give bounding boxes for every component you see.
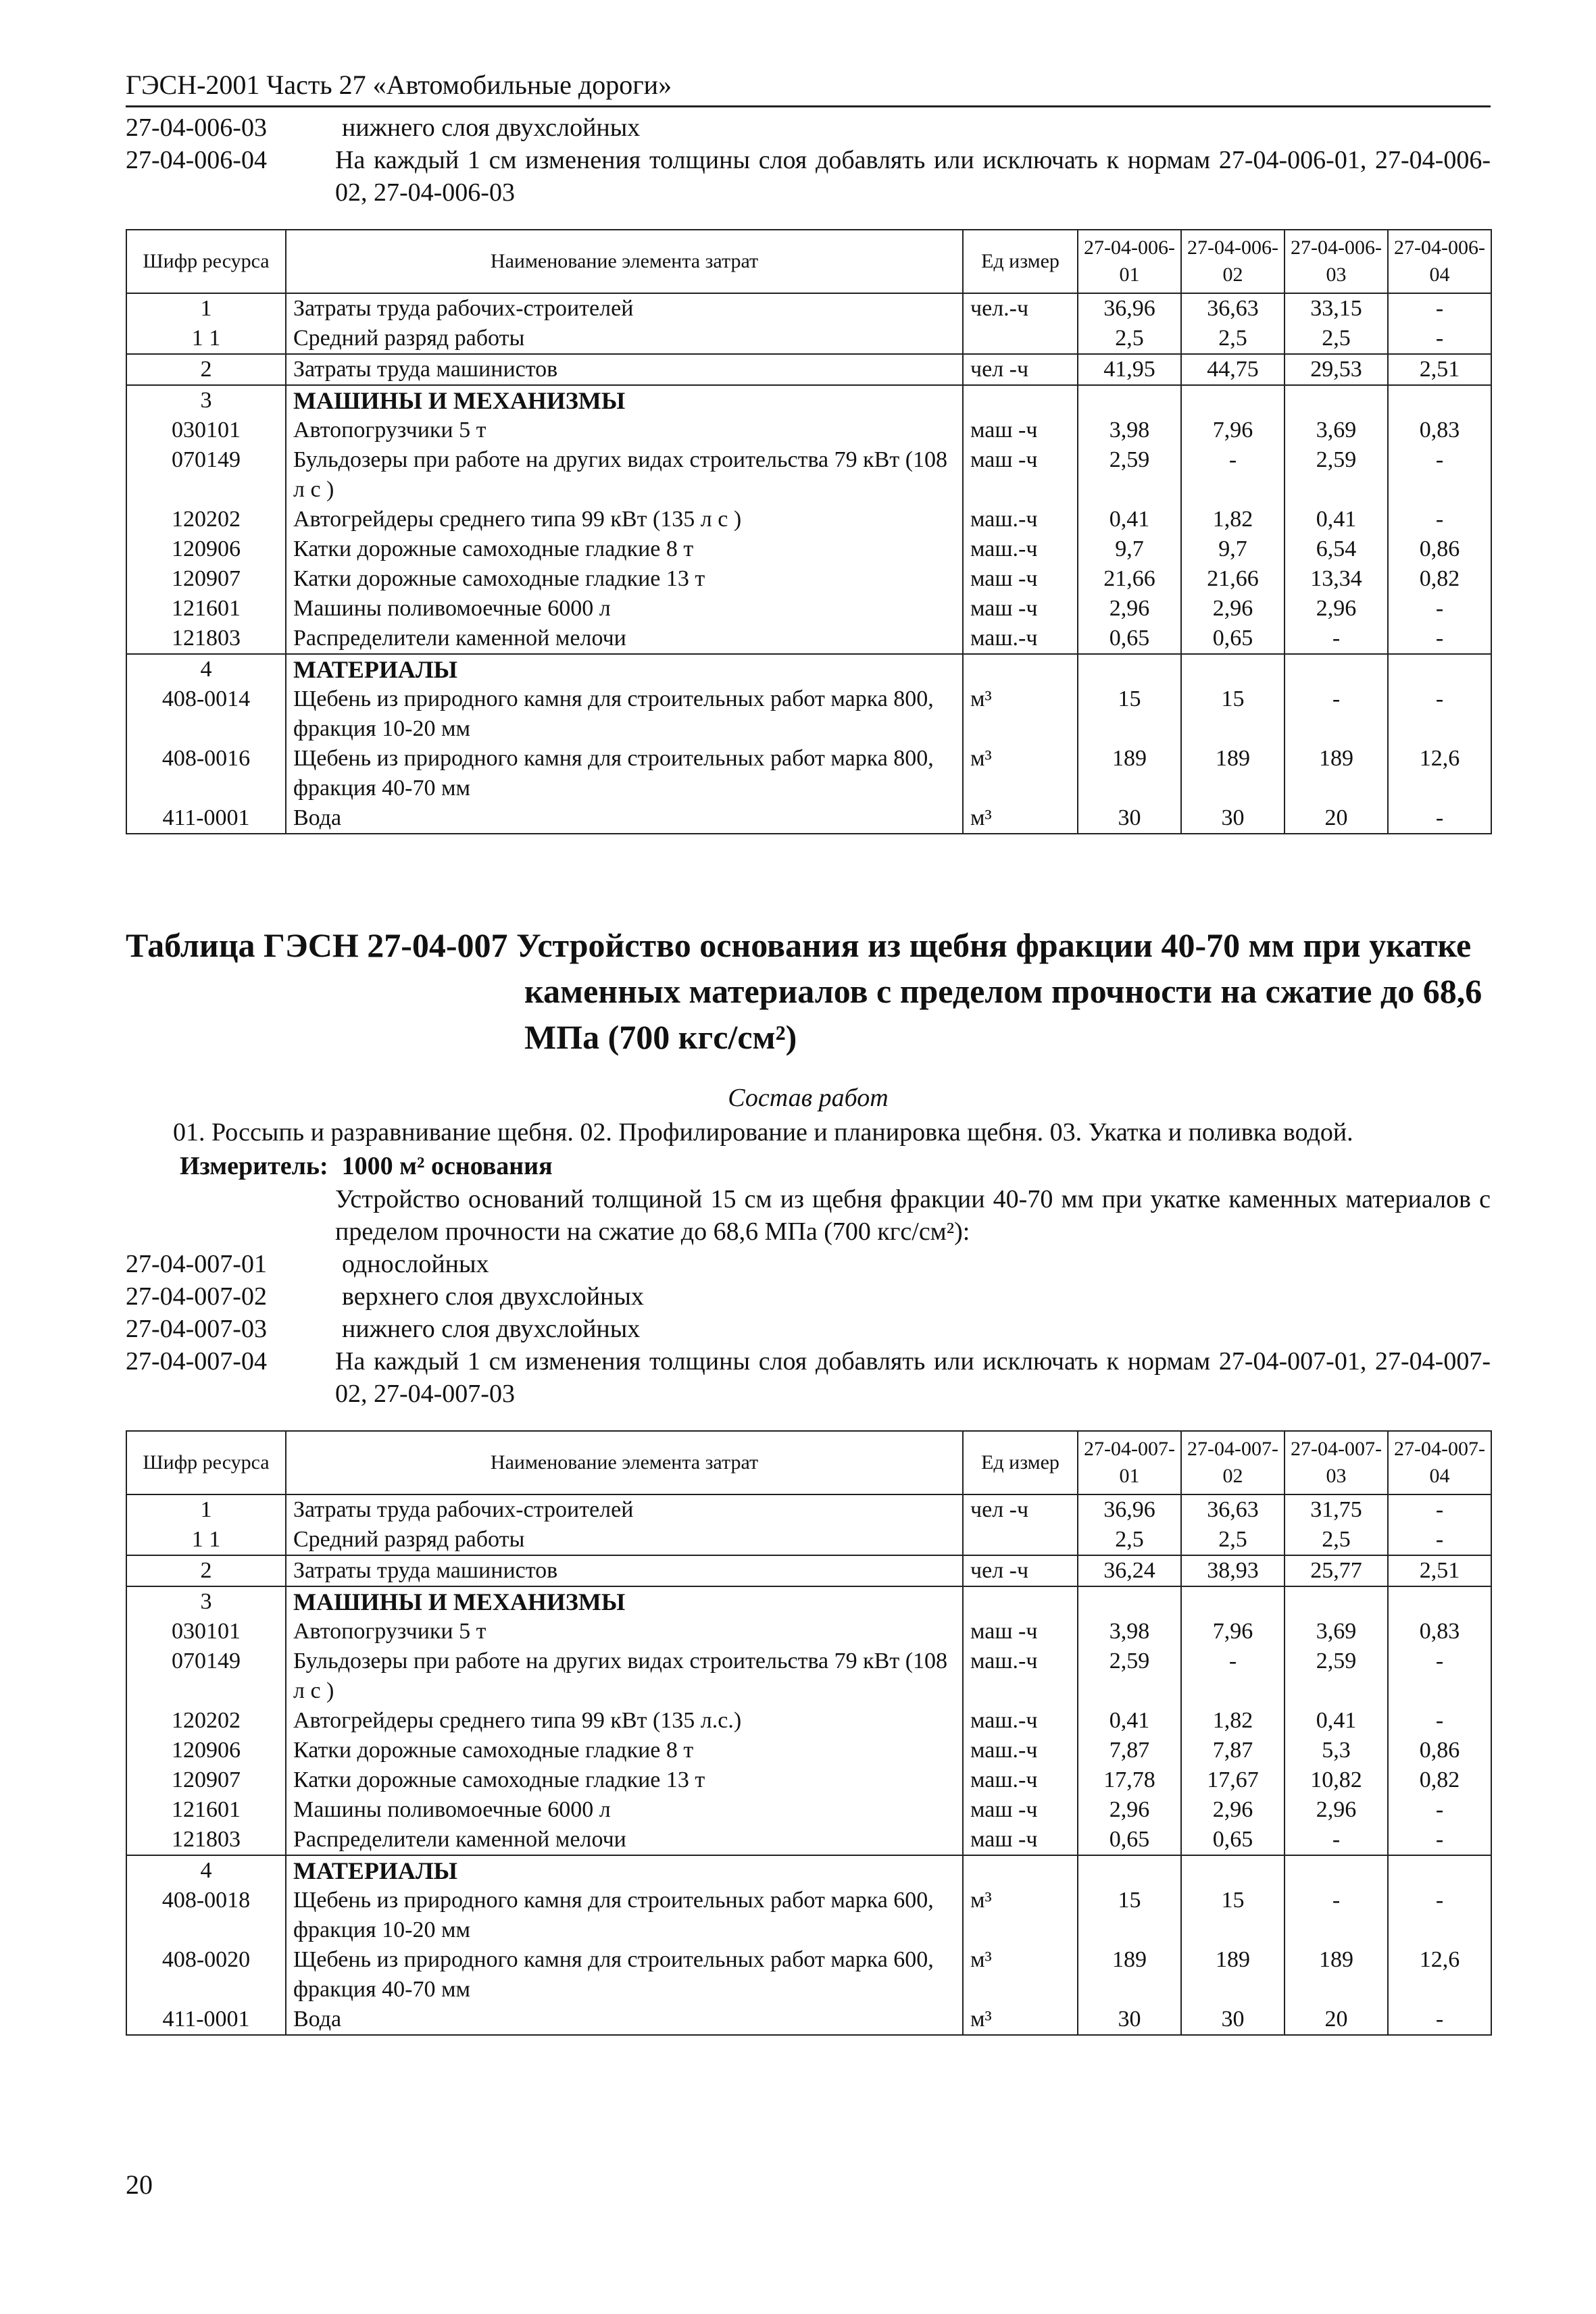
code: 27-04-007-02	[126, 1282, 267, 1311]
code-text: нижнего слоя двухслойных	[342, 1315, 641, 1343]
resource-name: Катки дорожные самоходные гладкие 8 т	[286, 534, 963, 564]
resource-unit: маш -ч	[963, 1795, 1078, 1825]
table-row	[126, 505, 1491, 534]
resource-unit	[963, 1525, 1078, 1555]
resource-name: МАТЕРИАЛЫ	[286, 654, 963, 684]
table-row	[126, 1825, 1491, 1855]
code: 27-04-006-04	[126, 146, 267, 174]
resource-code: 3	[126, 1586, 286, 1617]
norm-value: 0,41	[1285, 505, 1388, 534]
norm-value: 29,53	[1285, 354, 1388, 385]
resource-code: 120907	[126, 564, 286, 594]
table-row	[126, 1795, 1491, 1825]
norm-value: 15	[1078, 684, 1181, 744]
resource-code: 121601	[126, 1795, 286, 1825]
norm-value: 21,66	[1078, 564, 1181, 594]
resource-unit: м³	[963, 2005, 1078, 2035]
norm-value: 25,77	[1285, 1555, 1388, 1586]
norm-value: 2,96	[1181, 1795, 1285, 1825]
header-unit: Ед измер	[963, 1431, 1078, 1494]
table-row	[126, 654, 1491, 684]
resource-name: Щебень из природного камня для строительных работ марка 600, фракция 40-70 мм	[286, 1945, 963, 2005]
norm-value: 189	[1181, 744, 1285, 803]
resource-name: Средний разряд работы	[286, 1525, 963, 1555]
table-row	[126, 1586, 1491, 1617]
norm-value: 12,6	[1388, 744, 1491, 803]
header-norm-code: 27-04-006-04	[1388, 230, 1491, 293]
norm-value: 30	[1181, 2005, 1285, 2035]
resource-unit: маш.-ч	[963, 534, 1078, 564]
resource-unit: м³	[963, 1945, 1078, 2005]
norm-value: 0,41	[1078, 505, 1181, 534]
resource-code: 030101	[126, 416, 286, 445]
resource-name: Средний разряд работы	[286, 324, 963, 354]
norm-value: 2,59	[1285, 1646, 1388, 1706]
norm-value: 7,87	[1078, 1736, 1181, 1765]
norm-value: 1,82	[1181, 505, 1285, 534]
header-norm-code: 27-04-006-02	[1181, 230, 1285, 293]
norm-value: -	[1285, 684, 1388, 744]
resource-code: 120906	[126, 534, 286, 564]
top-code-list	[126, 111, 1491, 209]
norm-value: 15	[1181, 1886, 1285, 1945]
norm-value	[1078, 1586, 1181, 1617]
norm-value: 0,82	[1388, 564, 1491, 594]
title-line: Таблица ГЭСН 27-04-007 Устройство основания из щебня фракции 40-70 мм при укатке	[126, 926, 1472, 964]
norm-value: 3,98	[1078, 416, 1181, 445]
norm-value: 17,67	[1181, 1765, 1285, 1795]
table-row	[126, 1945, 1491, 2005]
resource-name: Затраты труда машинистов	[286, 1555, 963, 1586]
resource-unit: маш.-ч	[963, 624, 1078, 654]
norm-value: 7,96	[1181, 416, 1285, 445]
norm-value: 38,93	[1181, 1555, 1285, 1586]
norm-value: 1,82	[1181, 1706, 1285, 1736]
norm-value: 7,87	[1181, 1736, 1285, 1765]
resource-table-1	[126, 229, 1492, 834]
norm-value	[1285, 654, 1388, 684]
table-row	[126, 1525, 1491, 1555]
norm-value	[1285, 385, 1388, 416]
resource-name: Катки дорожные самоходные гладкие 13 т	[286, 1765, 963, 1795]
norm-value: 0,41	[1285, 1706, 1388, 1736]
resource-name: Автогрейдеры среднего типа 99 кВт (135 л.с.)	[286, 1706, 963, 1736]
running-head: ГЭСН-2001 Часть 27 «Автомобильные дороги»	[126, 68, 1491, 107]
resource-unit: чел -ч	[963, 1494, 1078, 1525]
resource-name: Щебень из природного камня для строительных работ марка 800, фракция 40-70 мм	[286, 744, 963, 803]
resource-code: 1	[126, 1494, 286, 1525]
table-row	[126, 293, 1491, 324]
header-norm-code: 27-04-007-01	[1078, 1431, 1181, 1494]
norm-value: -	[1388, 1646, 1491, 1706]
norm-value: 2,5	[1078, 324, 1181, 354]
code-list-2	[126, 1248, 1491, 1410]
norm-value: 5,3	[1285, 1736, 1388, 1765]
code-line	[126, 111, 1491, 144]
resource-name: Затраты труда машинистов	[286, 354, 963, 385]
code-text: На каждый 1 см изменения толщины слоя добавлять или исключать к нормам 27-04-006-01, 27-04-006-02, 27-04-006-03	[335, 146, 1491, 207]
table-body	[126, 293, 1491, 834]
norm-value	[1078, 1855, 1181, 1886]
norm-value: -	[1388, 1825, 1491, 1855]
resource-name: Машины поливомоечные 6000 л	[286, 1795, 963, 1825]
resource-table-2	[126, 1430, 1492, 2036]
meter-value: 1000 м² основания	[341, 1152, 553, 1180]
table-row	[126, 1555, 1491, 1586]
norm-value: 36,24	[1078, 1555, 1181, 1586]
resource-unit: маш.-ч	[963, 505, 1078, 534]
norm-value	[1388, 1586, 1491, 1617]
header-row	[126, 1431, 1491, 1494]
header-unit: Ед измер	[963, 230, 1078, 293]
norm-value: 2,5	[1285, 324, 1388, 354]
norm-value: 31,75	[1285, 1494, 1388, 1525]
table-header	[126, 1431, 1491, 1494]
norm-value: 2,51	[1388, 354, 1491, 385]
norm-value: 36,96	[1078, 1494, 1181, 1525]
header-code: Шифр ресурса	[126, 230, 286, 293]
table-row	[126, 354, 1491, 385]
resource-code: 411-0001	[126, 2005, 286, 2035]
norm-value	[1388, 385, 1491, 416]
composition-text: 01. Россыпь и разравнивание щебня. 02. Профилирование и планировка щебня. 03. Укатка и поливка водой.	[173, 1118, 1353, 1147]
norm-value: 2,96	[1181, 594, 1285, 624]
norm-value: 10,82	[1285, 1765, 1388, 1795]
table-row	[126, 1886, 1491, 1945]
norm-value: 189	[1181, 1945, 1285, 2005]
resource-name: Автопогрузчики 5 т	[286, 1617, 963, 1646]
table-row	[126, 564, 1491, 594]
code: 27-04-006-03	[126, 114, 267, 142]
resource-name: Бульдозеры при работе на других видах строительства 79 кВт (108 л с )	[286, 445, 963, 505]
composition-heading: Состав работ	[728, 1084, 889, 1112]
norm-value: -	[1181, 445, 1285, 505]
table-row	[126, 1617, 1491, 1646]
norm-value: 2,96	[1285, 594, 1388, 624]
norm-value: 3,69	[1285, 416, 1388, 445]
norm-value: 15	[1181, 684, 1285, 744]
resource-unit: маш -ч	[963, 445, 1078, 505]
resource-name: Автопогрузчики 5 т	[286, 416, 963, 445]
resource-code: 030101	[126, 1617, 286, 1646]
resource-unit: м³	[963, 803, 1078, 834]
resource-unit: чел -ч	[963, 1555, 1078, 1586]
resource-name: Щебень из природного камня для строительных работ марка 800, фракция 10-20 мм	[286, 684, 963, 744]
resource-name: Вода	[286, 2005, 963, 2035]
norm-value	[1078, 654, 1181, 684]
resource-unit: чел.-ч	[963, 293, 1078, 324]
table-row	[126, 1855, 1491, 1886]
resource-code: 4	[126, 1855, 286, 1886]
norm-value: 0,83	[1388, 1617, 1491, 1646]
resource-code: 070149	[126, 1646, 286, 1706]
header-code: Шифр ресурса	[126, 1431, 286, 1494]
resource-code: 1	[126, 293, 286, 324]
resource-code: 2	[126, 354, 286, 385]
norm-value: 36,96	[1078, 293, 1181, 324]
resource-name: Распределители каменной мелочи	[286, 624, 963, 654]
code: 27-04-007-04	[126, 1347, 267, 1376]
table-title	[126, 922, 1491, 1060]
norm-value: -	[1388, 1525, 1491, 1555]
norm-value: -	[1388, 1494, 1491, 1525]
norm-value	[1181, 385, 1285, 416]
norm-value: 33,15	[1285, 293, 1388, 324]
resource-code: 4	[126, 654, 286, 684]
header-norm-code: 27-04-006-03	[1285, 230, 1388, 293]
norm-value: 2,59	[1078, 1646, 1181, 1706]
norm-value: 0,65	[1181, 1825, 1285, 1855]
resource-name: Затраты труда рабочих-строителей	[286, 1494, 963, 1525]
table-row	[126, 1494, 1491, 1525]
meter-label: Измеритель:	[180, 1152, 328, 1180]
norm-value: 0,86	[1388, 534, 1491, 564]
header-name: Наименование элемента затрат	[286, 230, 963, 293]
header-row	[126, 230, 1491, 293]
norm-value: 15	[1078, 1886, 1181, 1945]
norm-value: -	[1388, 1706, 1491, 1736]
resource-code: 1 1	[126, 324, 286, 354]
norm-value: 13,34	[1285, 564, 1388, 594]
norm-value: 12,6	[1388, 1945, 1491, 2005]
document-page	[126, 68, 1491, 2036]
code-line	[126, 1248, 1491, 1280]
norm-value: 36,63	[1181, 1494, 1285, 1525]
resource-code: 120202	[126, 505, 286, 534]
resource-unit: маш -ч	[963, 1617, 1078, 1646]
table-row	[126, 416, 1491, 445]
code-line	[126, 1313, 1491, 1345]
norm-value: -	[1285, 624, 1388, 654]
resource-unit: м³	[963, 684, 1078, 744]
table-row	[126, 684, 1491, 744]
header-norm-code: 27-04-007-03	[1285, 1431, 1388, 1494]
table-row	[126, 2005, 1491, 2035]
norm-value: -	[1388, 594, 1491, 624]
resource-unit: маш.-ч	[963, 1646, 1078, 1706]
norm-value: 189	[1078, 1945, 1181, 2005]
norm-value: 3,98	[1078, 1617, 1181, 1646]
norm-value	[1388, 1855, 1491, 1886]
resource-unit: маш.-ч	[963, 1736, 1078, 1765]
table-row	[126, 1736, 1491, 1765]
table-row	[126, 744, 1491, 803]
resource-unit: маш.-ч	[963, 1706, 1078, 1736]
norm-value: 20	[1285, 803, 1388, 834]
norm-value: 9,7	[1078, 534, 1181, 564]
norm-value: -	[1388, 684, 1491, 744]
table-row	[126, 1765, 1491, 1795]
code: 27-04-007-03	[126, 1315, 267, 1343]
norm-value: 2,59	[1285, 445, 1388, 505]
norm-value: 0,65	[1078, 624, 1181, 654]
resource-code: 121601	[126, 594, 286, 624]
resource-name: МАШИНЫ И МЕХАНИЗМЫ	[286, 1586, 963, 1617]
code-text: однослойных	[342, 1250, 489, 1278]
norm-value: 21,66	[1181, 564, 1285, 594]
resource-code: 408-0016	[126, 744, 286, 803]
resource-code: 1 1	[126, 1525, 286, 1555]
resource-name: Затраты труда рабочих-строителей	[286, 293, 963, 324]
resource-unit	[963, 385, 1078, 416]
resource-code: 408-0018	[126, 1886, 286, 1945]
code-line	[126, 1280, 1491, 1313]
norm-value: 30	[1181, 803, 1285, 834]
norm-value: 2,5	[1181, 1525, 1285, 1555]
code-text: верхнего слоя двухслойных	[342, 1282, 644, 1311]
norm-value: 30	[1078, 803, 1181, 834]
table-row	[126, 803, 1491, 834]
norm-value: 3,69	[1285, 1617, 1388, 1646]
norm-value: 44,75	[1181, 354, 1285, 385]
norm-value: -	[1388, 445, 1491, 505]
table-row	[126, 324, 1491, 354]
norm-value: 0,41	[1078, 1706, 1181, 1736]
header-norm-code: 27-04-006-01	[1078, 230, 1181, 293]
resource-name: Щебень из природного камня для строительных работ марка 600, фракция 10-20 мм	[286, 1886, 963, 1945]
norm-value: 2,5	[1181, 324, 1285, 354]
norm-value: -	[1388, 324, 1491, 354]
norm-value: 2,5	[1285, 1525, 1388, 1555]
table-row	[126, 385, 1491, 416]
norm-value: 2,96	[1285, 1795, 1388, 1825]
resource-code: 408-0020	[126, 1945, 286, 2005]
resource-unit	[963, 1855, 1078, 1886]
header-name: Наименование элемента затрат	[286, 1431, 963, 1494]
norm-value: 2,59	[1078, 445, 1181, 505]
meter	[126, 1149, 1491, 1183]
norm-value: 20	[1285, 2005, 1388, 2035]
norm-value: 7,96	[1181, 1617, 1285, 1646]
resource-code: 2	[126, 1555, 286, 1586]
code: 27-04-007-01	[126, 1250, 267, 1278]
norm-value: 17,78	[1078, 1765, 1181, 1795]
norm-value	[1388, 654, 1491, 684]
norm-value	[1181, 1855, 1285, 1886]
norm-value: -	[1388, 803, 1491, 834]
resource-code: 121803	[126, 624, 286, 654]
table-row	[126, 594, 1491, 624]
resource-code: 070149	[126, 445, 286, 505]
resource-name: Вода	[286, 803, 963, 834]
resource-code: 411-0001	[126, 803, 286, 834]
table-body	[126, 1494, 1491, 2035]
resource-unit: маш -ч	[963, 594, 1078, 624]
table-row	[126, 1646, 1491, 1706]
norm-value	[1078, 385, 1181, 416]
norm-value: 9,7	[1181, 534, 1285, 564]
code-text: нижнего слоя двухслойных	[342, 114, 641, 142]
resource-code: 120906	[126, 1736, 286, 1765]
norm-value: 0,83	[1388, 416, 1491, 445]
resource-code: 120202	[126, 1706, 286, 1736]
norm-value: 0,86	[1388, 1736, 1491, 1765]
norm-value: 0,82	[1388, 1765, 1491, 1795]
norm-value	[1285, 1855, 1388, 1886]
resource-code: 120907	[126, 1765, 286, 1795]
resource-code: 121803	[126, 1825, 286, 1855]
norm-value: -	[1388, 1795, 1491, 1825]
resource-unit	[963, 654, 1078, 684]
resource-name: Распределители каменной мелочи	[286, 1825, 963, 1855]
norm-value: 0,65	[1181, 624, 1285, 654]
norm-value: -	[1388, 1886, 1491, 1945]
norm-value: -	[1285, 1886, 1388, 1945]
norm-value: 2,96	[1078, 594, 1181, 624]
norm-value: -	[1388, 2005, 1491, 2035]
resource-code: 408-0014	[126, 684, 286, 744]
norm-value: 36,63	[1181, 293, 1285, 324]
norm-value: 6,54	[1285, 534, 1388, 564]
resource-unit	[963, 324, 1078, 354]
title-line: МПа (700 кгс/см²)	[524, 1018, 797, 1056]
resource-code: 3	[126, 385, 286, 416]
resource-unit: м³	[963, 744, 1078, 803]
norm-value	[1181, 1586, 1285, 1617]
resource-name: МАТЕРИАЛЫ	[286, 1855, 963, 1886]
table-row	[126, 1706, 1491, 1736]
norm-value	[1181, 654, 1285, 684]
norm-value: 2,96	[1078, 1795, 1181, 1825]
resource-unit: чел -ч	[963, 354, 1078, 385]
header-norm-code: 27-04-007-02	[1181, 1431, 1285, 1494]
norm-value: -	[1181, 1646, 1285, 1706]
resource-unit: маш.-ч	[963, 1765, 1078, 1795]
resource-name: Катки дорожные самоходные гладкие 8 т	[286, 1736, 963, 1765]
resource-name: Катки дорожные самоходные гладкие 13 т	[286, 564, 963, 594]
norm-value	[1285, 1586, 1388, 1617]
norm-value: -	[1388, 293, 1491, 324]
norm-value: 2,51	[1388, 1555, 1491, 1586]
work-description: Устройство оснований толщиной 15 см из щебня фракции 40-70 мм при укатке каменных материалов с пределом прочности на сжатие до 68,6 МПа (700 кгс/см²):	[335, 1185, 1491, 1246]
code-line	[126, 1345, 1491, 1410]
table-row	[126, 624, 1491, 654]
norm-value: 2,5	[1078, 1525, 1181, 1555]
norm-value: -	[1285, 1825, 1388, 1855]
norm-value: -	[1388, 624, 1491, 654]
norm-value: 189	[1285, 1945, 1388, 2005]
resource-unit: м³	[963, 1886, 1078, 1945]
resource-name: Автогрейдеры среднего типа 99 кВт (135 л с )	[286, 505, 963, 534]
page-number: 20	[126, 2169, 153, 2200]
table-row	[126, 534, 1491, 564]
resource-unit: маш -ч	[963, 1825, 1078, 1855]
norm-value: 30	[1078, 2005, 1181, 2035]
table-row	[126, 445, 1491, 505]
code-line	[126, 144, 1491, 209]
norm-value: 189	[1285, 744, 1388, 803]
code-text: На каждый 1 см изменения толщины слоя добавлять или исключать к нормам 27-04-007-01, 27-04-007-02, 27-04-007-03	[335, 1347, 1491, 1408]
table-header	[126, 230, 1491, 293]
resource-unit	[963, 1586, 1078, 1617]
resource-name: Машины поливомоечные 6000 л	[286, 594, 963, 624]
resource-name: МАШИНЫ И МЕХАНИЗМЫ	[286, 385, 963, 416]
norm-value: 189	[1078, 744, 1181, 803]
resource-unit: маш -ч	[963, 416, 1078, 445]
resource-unit: маш -ч	[963, 564, 1078, 594]
norm-value: 41,95	[1078, 354, 1181, 385]
norm-value: -	[1388, 505, 1491, 534]
norm-value: 0,65	[1078, 1825, 1181, 1855]
title-line: каменных материалов с пределом прочности на сжатие до 68,6	[524, 972, 1482, 1010]
resource-name: Бульдозеры при работе на других видах строительства 79 кВт (108 л с )	[286, 1646, 963, 1706]
header-norm-code: 27-04-007-04	[1388, 1431, 1491, 1494]
